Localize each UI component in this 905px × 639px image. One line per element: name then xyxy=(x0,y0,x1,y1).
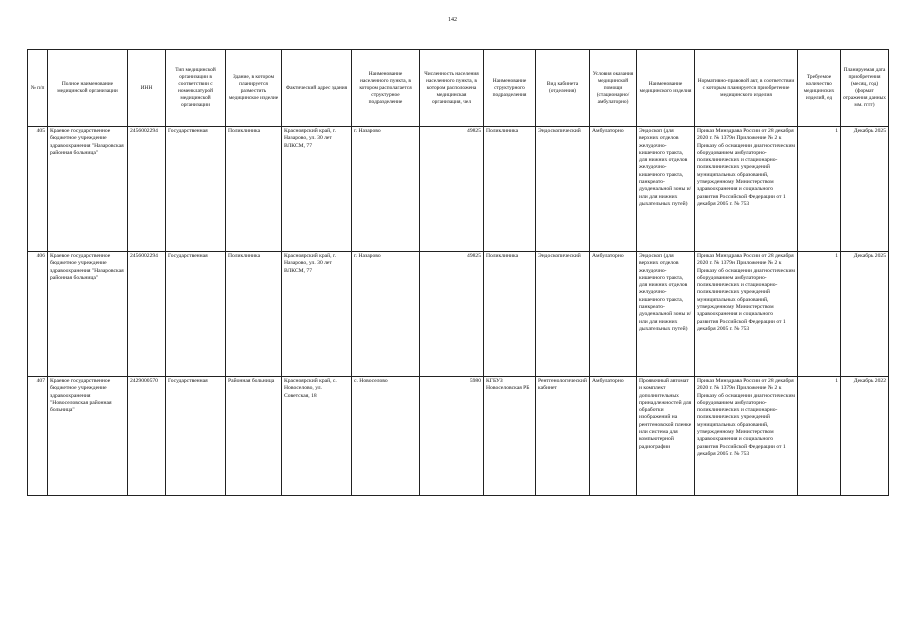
header-locality: Наименование населенного пункта, в котором располагается структурное подразделение xyxy=(352,50,420,127)
header-population: Численность населения населенного пункта, в котором расположена медицинская организация, чел xyxy=(420,50,484,127)
header-division: Наименование структурного подразделения xyxy=(484,50,536,127)
header-type: Тип медицинской организации в соответствии с номенклатурой медицинской организации xyxy=(166,50,226,127)
cell-act: Приказ Минздрава России от 28 декабря 2020 г. № 1379н Приложение № 2 к Приказу об оснащении диагностическим оборудованием амбулаторно-поликлинических и стационарно-поликлинических учреждений муниципальных образований, утвержденному Министерством здравоохранения и социального развития Российской Федерации от 1 декабря 2005 г. № 753 xyxy=(695,377,798,496)
cell-division: Поликлиника xyxy=(484,127,536,252)
cell-device: Эндоскоп (для верхних отделов желудочно-кишечного тракта, для нижних отделов желудочно-кишечного тракта, панкреато-дуоденальной зоны и/или для нижних дыхательных путей) xyxy=(637,252,695,377)
cell-address: Красноярский край, с. Новоселово, ул. Советская, 18 xyxy=(282,377,352,496)
cell-inn: 2429000570 xyxy=(128,377,166,496)
header-date: Планируемая дата приобретения (месяц, год) (формат отражения данных мм. гггг) xyxy=(841,50,889,127)
cell-qty: 1 xyxy=(798,127,841,252)
cell-num: 405 xyxy=(28,127,48,252)
cell-address: Красноярский край, г. Назарово, ул. 30 лет ВЛКСМ, 77 xyxy=(282,127,352,252)
cell-locality: г. Назарово xyxy=(352,127,420,252)
cell-act: Приказ Минздрава России от 28 декабря 2020 г. № 1379н Приложение № 2 к Приказу об оснащении диагностическим оборудованием амбулаторно-поликлинических и стационарно-поликлинических учреждений муниципальных образований, утвержденному Министерством здравоохранения и социального развития Российской Федерации от 1 декабря 2005 г. № 753 xyxy=(695,252,798,377)
cell-num: 406 xyxy=(28,252,48,377)
cell-qty: 1 xyxy=(798,377,841,496)
cell-conditions: Амбулаторно xyxy=(590,127,637,252)
cell-qty: 1 xyxy=(798,252,841,377)
cell-type: Государственная xyxy=(166,252,226,377)
cell-locality: г. Назарово xyxy=(352,252,420,377)
cell-cabinet: Рентгенологический кабинет xyxy=(536,377,590,496)
cell-type: Государственная xyxy=(166,127,226,252)
table-row xyxy=(28,252,889,377)
header-act: Нормативно-правовой акт, в соответствии с которым планируется приобретение медицинского изделия xyxy=(695,50,798,127)
cell-inn: 2456002294 xyxy=(128,127,166,252)
header-qty: Требуемое количество медицинских изделий, ед xyxy=(798,50,841,127)
cell-date: Декабрь 2025 xyxy=(841,252,889,377)
cell-population: 49825 xyxy=(420,252,484,377)
cell-cabinet: Эндоскопический xyxy=(536,252,590,377)
table-header-row xyxy=(28,50,889,127)
cell-address: Красноярский край, г. Назарово, ул. 30 лет ВЛКСМ, 77 xyxy=(282,252,352,377)
header-cabinet: Вид кабинета (отделения) xyxy=(536,50,590,127)
cell-building: Поликлиника xyxy=(226,252,282,377)
cell-inn: 2456002294 xyxy=(128,252,166,377)
cell-conditions: Амбулаторно xyxy=(590,377,637,496)
cell-conditions: Амбулаторно xyxy=(590,252,637,377)
cell-cabinet: Эндоскопический xyxy=(536,127,590,252)
table-row xyxy=(28,377,889,496)
equipment-table xyxy=(27,49,889,496)
header-address: Фактический адрес здания xyxy=(282,50,352,127)
header-inn: ИНН xyxy=(128,50,166,127)
cell-type: Государственная xyxy=(166,377,226,496)
cell-date: Декабрь 2025 xyxy=(841,127,889,252)
cell-device: Эндоскоп (для верхних отделов желудочно-кишечного тракта, для нижних отделов желудочно-кишечного тракта, панкреато-дуоденальной зоны и/или для нижних дыхательных путей) xyxy=(637,127,695,252)
cell-act: Приказ Минздрава России от 28 декабря 2020 г. № 1379н Приложение № 2 к Приказу об оснащении диагностическим оборудованием амбулаторно-поликлинических и стационарно-поликлинических учреждений муниципальных образований, утвержденному Министерством здравоохранения и социального развития Российской Федерации от 1 декабря 2005 г. № 753 xyxy=(695,127,798,252)
cell-building: Поликлиника xyxy=(226,127,282,252)
cell-division: Поликлиника xyxy=(484,252,536,377)
cell-org: Краевое государственное бюджетное учреждение здравоохранения "Назаровская районная больница" xyxy=(48,252,128,377)
cell-population: 5980 xyxy=(420,377,484,496)
cell-org: Краевое государственное бюджетное учреждение здравоохранения "Назаровская районная больница" xyxy=(48,127,128,252)
header-device: Наименование медицинского изделия xyxy=(637,50,695,127)
cell-locality: с. Новоселово xyxy=(352,377,420,496)
header-num: № п/п xyxy=(28,50,48,127)
page-number: 142 xyxy=(448,17,457,23)
cell-num: 407 xyxy=(28,377,48,496)
cell-org: Краевое государственное бюджетное учреждение здравоохранения "Новоселовская районная больница" xyxy=(48,377,128,496)
cell-device: Проявочный автомат и комплект дополнительных принадлежностей для обработки изображений на рентгеновской пленке или система для компьютерной радиографии xyxy=(637,377,695,496)
cell-date: Декабрь 2022 xyxy=(841,377,889,496)
cell-building: Районная больница xyxy=(226,377,282,496)
header-org: Полное наименование медицинской организации xyxy=(48,50,128,127)
header-conditions: Условия оказания медицинской помощи (стационарно/ амбулаторно) xyxy=(590,50,637,127)
cell-division: КГБУЗ Новоселовская РБ xyxy=(484,377,536,496)
cell-population: 49825 xyxy=(420,127,484,252)
header-building: Здание, в котором планируется разместить медицинское изделие xyxy=(226,50,282,127)
table-row xyxy=(28,127,889,252)
